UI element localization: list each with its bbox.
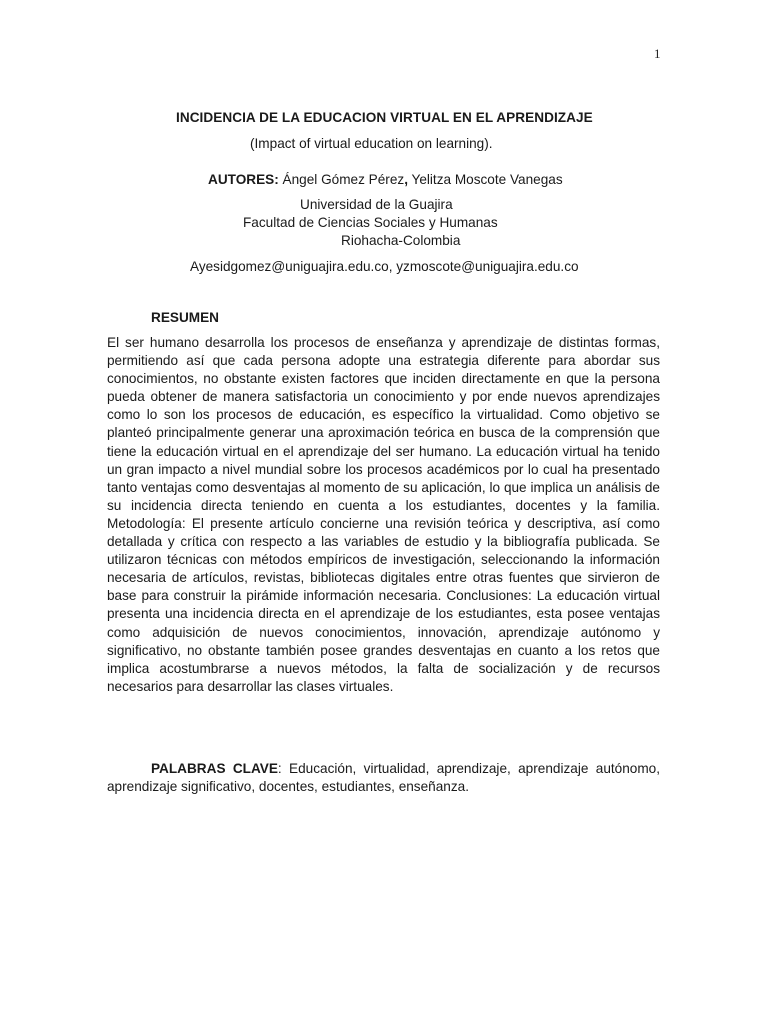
author-1: Ángel Gómez Pérez: [282, 172, 405, 187]
keywords-label: PALABRAS CLAVE: [151, 761, 278, 776]
affiliation-faculty: Facultad de Ciencias Sociales y Humanas: [243, 215, 498, 230]
abstract-body: El ser humano desarrolla los procesos de enseñanza y aprendizaje de distintas formas, permitiendo así que cada persona adopte una estrategia diferente para abordar sus conocimientos, no obstante existen factores que inciden directamente en que la persona pueda obtener de manera satisfactoria un conocimiento y por ende nuevos aprendizajes como lo son los procesos de educación, es específico la virtualidad. Como objetivo se planteó principalmente generar una aproximación teórica en busca de la comprensión que tiene la educación virtual en el aprendizaje del ser humano. La educación virtual ha tenido un gran impacto a nivel mundial sobre los procesos académicos por lo cual ha presentado tanto ventajas como desventajas al momento de su aplicación, lo que implica un análisis de su incidencia directa teniendo en cuenta a los estudiantes, docentes y la familia. Metodología: El presente artículo concierne una revisión teórica y descriptiva, así como detallada y crítica con respecto a las variables de estudio y la bibliografía publicada. Se utilizaron técnicas con métodos empíricos de investigación, seleccionando la información necesaria de artículos, revistas, bibliotecas digitales entre otras fuentes que sirvieron de base para construir la pirámide información necesaria. Conclusiones: La educación virtual presenta una incidencia directa en el aprendizaje de los estudiantes, esta posee ventajas como adquisición de nuevos conocimientos, innovación, aprendizaje autónomo y significativo, no obstante también posee grandes desventajas en cuanto a los retos que implica acostumbrarse a nuevos métodos, la falta de socialización y de recursos necesarios para desarrollar las clases virtuales.: [107, 335, 660, 694]
authors-label: AUTORES:: [208, 172, 279, 187]
affiliation-university: Universidad de la Guajira: [300, 197, 453, 212]
author-separator: ,: [404, 172, 408, 187]
abstract-heading: RESUMEN: [151, 310, 219, 325]
page-number: 1: [654, 46, 661, 61]
paper-title: INCIDENCIA DE LA EDUCACION VIRTUAL EN EL APRENDIZAJE: [176, 110, 593, 125]
keywords-paragraph: [107, 760, 660, 796]
keywords-text: : Educación, virtualidad, aprendizaje, aprendizaje autónomo, aprendizaje significativo, docentes, estudiantes, enseñanza.: [107, 761, 660, 795]
contact-emails: Ayesidgomez@uniguajira.edu.co, yzmoscote@uniguajira.edu.co: [190, 259, 579, 274]
author-2: Yelitza Moscote Vanegas: [411, 172, 563, 187]
authors-line: [208, 172, 563, 187]
affiliation-location: Riohacha-Colombia: [341, 233, 461, 248]
paper-subtitle: (Impact of virtual education on learning).: [250, 136, 493, 151]
